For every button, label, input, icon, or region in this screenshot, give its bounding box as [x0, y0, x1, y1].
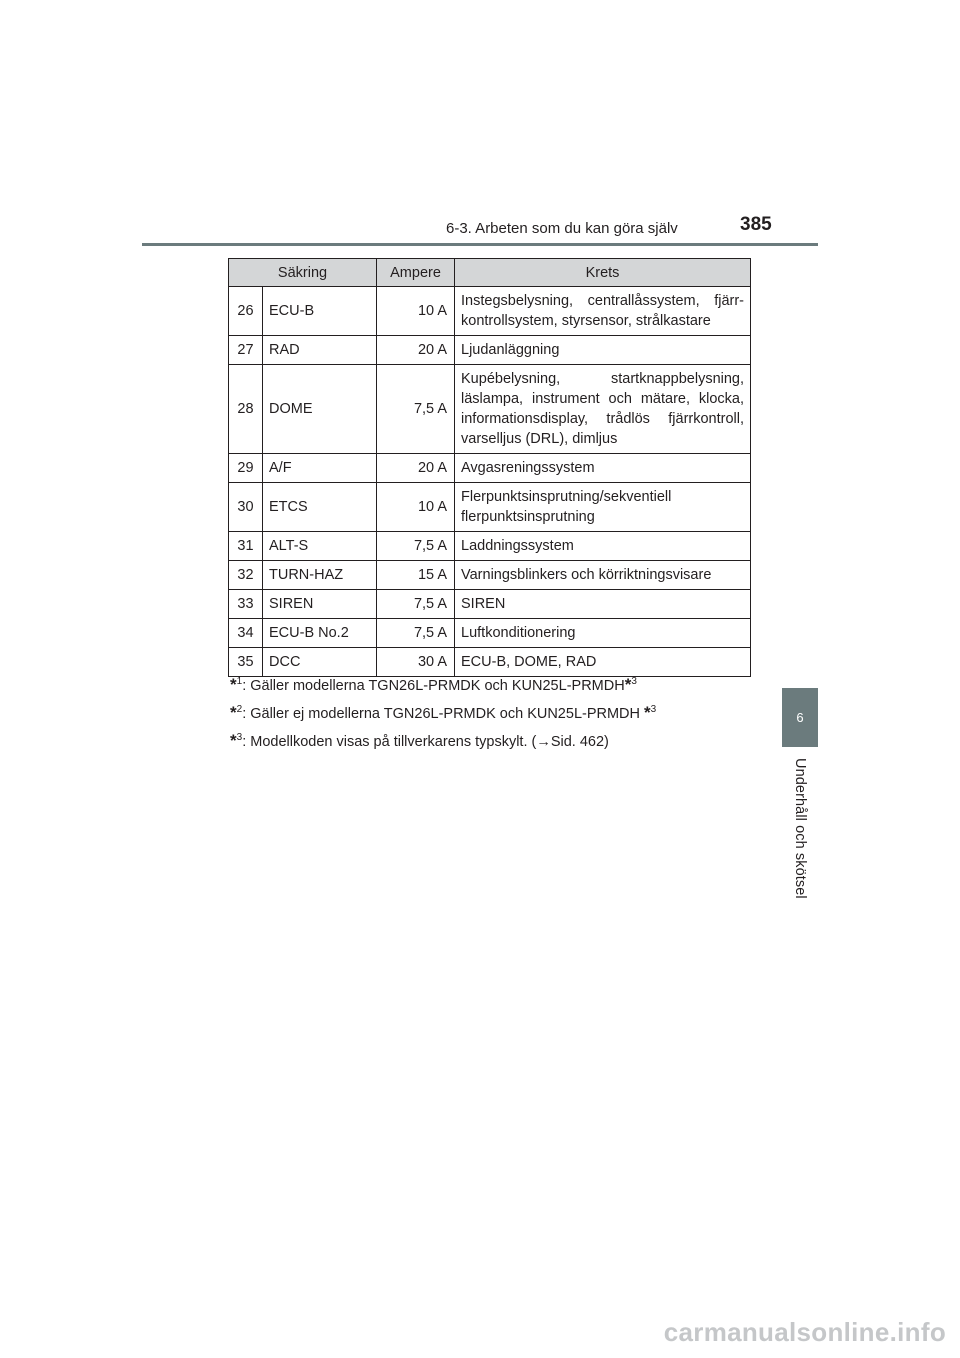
fuse-ampere: 7,5 A: [377, 532, 455, 561]
section-title: 6-3. Arbeten som du kan göra själv: [446, 220, 678, 237]
fuse-name: DOME: [263, 365, 377, 454]
fuse-ampere: 7,5 A: [377, 590, 455, 619]
fuse-name: A/F: [263, 454, 377, 483]
table-header-row: [229, 259, 751, 287]
chapter-tab: [782, 688, 818, 747]
footnote-text: : Gäller ej modellerna TGN26L-PRMDK och KUN25L-PRMDH: [242, 706, 645, 722]
fuse-ampere: 30 A: [377, 648, 455, 677]
fuse-circuit: Avgasreningssystem: [455, 454, 751, 483]
fuse-circuit: Laddningssystem: [455, 532, 751, 561]
table-row: [229, 483, 751, 532]
footnote-3: [230, 728, 790, 756]
chapter-number: 6: [796, 710, 804, 725]
footnote-sup: 2: [236, 704, 243, 715]
fuse-circuit: Varningsblinkers och körriktningsvisare: [455, 561, 751, 590]
fuse-circuit: Instegsbelysning, centrallåssystem, fjärr-kontrollsystem, styrsensor, strålkastare: [455, 287, 751, 336]
watermark: carmanualsonline.info: [663, 1317, 946, 1347]
footnote-text: : Modellkoden visas på tillverkarens typskylt. (: [242, 734, 537, 750]
fuse-number: 35: [229, 648, 263, 677]
header-divider: [142, 243, 818, 246]
footnote-ref-asterisk: *: [644, 703, 651, 722]
fuse-name: TURN-HAZ: [263, 561, 377, 590]
table-row: [229, 532, 751, 561]
table-row: [229, 619, 751, 648]
fuse-circuit: ECU-B, DOME, RAD: [455, 648, 751, 677]
footnote-ref-sup: 3: [650, 704, 657, 715]
table-row: [229, 336, 751, 365]
fuse-number: 31: [229, 532, 263, 561]
footnote-sup: 3: [236, 732, 243, 743]
table-row: [229, 365, 751, 454]
fuse-number: 28: [229, 365, 263, 454]
footnote-2: [230, 700, 790, 728]
footnote-ref-asterisk: *: [624, 675, 632, 694]
table-row: [229, 561, 751, 590]
fuse-number: 27: [229, 336, 263, 365]
table-row: [229, 590, 751, 619]
footnotes: [230, 672, 790, 756]
page-number: 385: [740, 214, 772, 235]
fuse-circuit: Ljudanläggning: [455, 336, 751, 365]
fuse-number: 30: [229, 483, 263, 532]
fuse-ampere: 20 A: [377, 336, 455, 365]
page-reference-link[interactable]: Sid. 462): [550, 734, 609, 750]
fuse-number: 33: [229, 590, 263, 619]
fuse-name: ALT-S: [263, 532, 377, 561]
fuse-number: 34: [229, 619, 263, 648]
fuse-name: RAD: [263, 336, 377, 365]
fuse-ampere: 10 A: [377, 483, 455, 532]
right-arrow-icon: →: [536, 734, 551, 750]
footnote-1: [230, 672, 790, 700]
column-header-circuit: Krets: [455, 259, 751, 287]
fuse-ampere: 7,5 A: [377, 619, 455, 648]
fuse-name: ETCS: [263, 483, 377, 532]
fuse-circuit: SIREN: [455, 590, 751, 619]
fuse-ampere: 15 A: [377, 561, 455, 590]
fuse-table: [228, 258, 751, 677]
fuse-circuit: Kupébelysning, startknappbelysning, läslampa, instrument och mätare, klocka, informationsdisplay, trådlös fjärrkontroll, varselljus (DRL), dimljus: [455, 365, 751, 454]
fuse-number: 29: [229, 454, 263, 483]
footnote-asterisk: *: [230, 675, 237, 694]
fuse-circuit: Luftkonditionering: [455, 619, 751, 648]
fuse-number: 26: [229, 287, 263, 336]
footnote-asterisk: *: [230, 731, 237, 750]
fuse-ampere: 7,5 A: [377, 365, 455, 454]
column-header-ampere: Ampere: [377, 259, 455, 287]
fuse-ampere: 10 A: [377, 287, 455, 336]
footnote-text: : Gäller modellerna TGN26L-PRMDK och KUN25L-PRMDH: [242, 678, 625, 694]
footnote-ref-sup: 3: [631, 676, 637, 687]
fuse-name: ECU-B No.2: [263, 619, 377, 648]
fuse-number: 32: [229, 561, 263, 590]
footnote-asterisk: *: [230, 703, 237, 722]
fuse-circuit: Flerpunktsinsprutning/sekventiell flerpunktsinsprutning: [455, 483, 751, 532]
table-row: [229, 287, 751, 336]
table-row: [229, 454, 751, 483]
fuse-name: SIREN: [263, 590, 377, 619]
fuse-name: DCC: [263, 648, 377, 677]
fuse-ampere: 20 A: [377, 454, 455, 483]
fuse-name: ECU-B: [263, 287, 377, 336]
footnote-sup: 1: [236, 676, 243, 687]
chapter-label: Underhåll och skötsel: [792, 758, 808, 899]
column-header-fuse: Säkring: [229, 259, 377, 287]
